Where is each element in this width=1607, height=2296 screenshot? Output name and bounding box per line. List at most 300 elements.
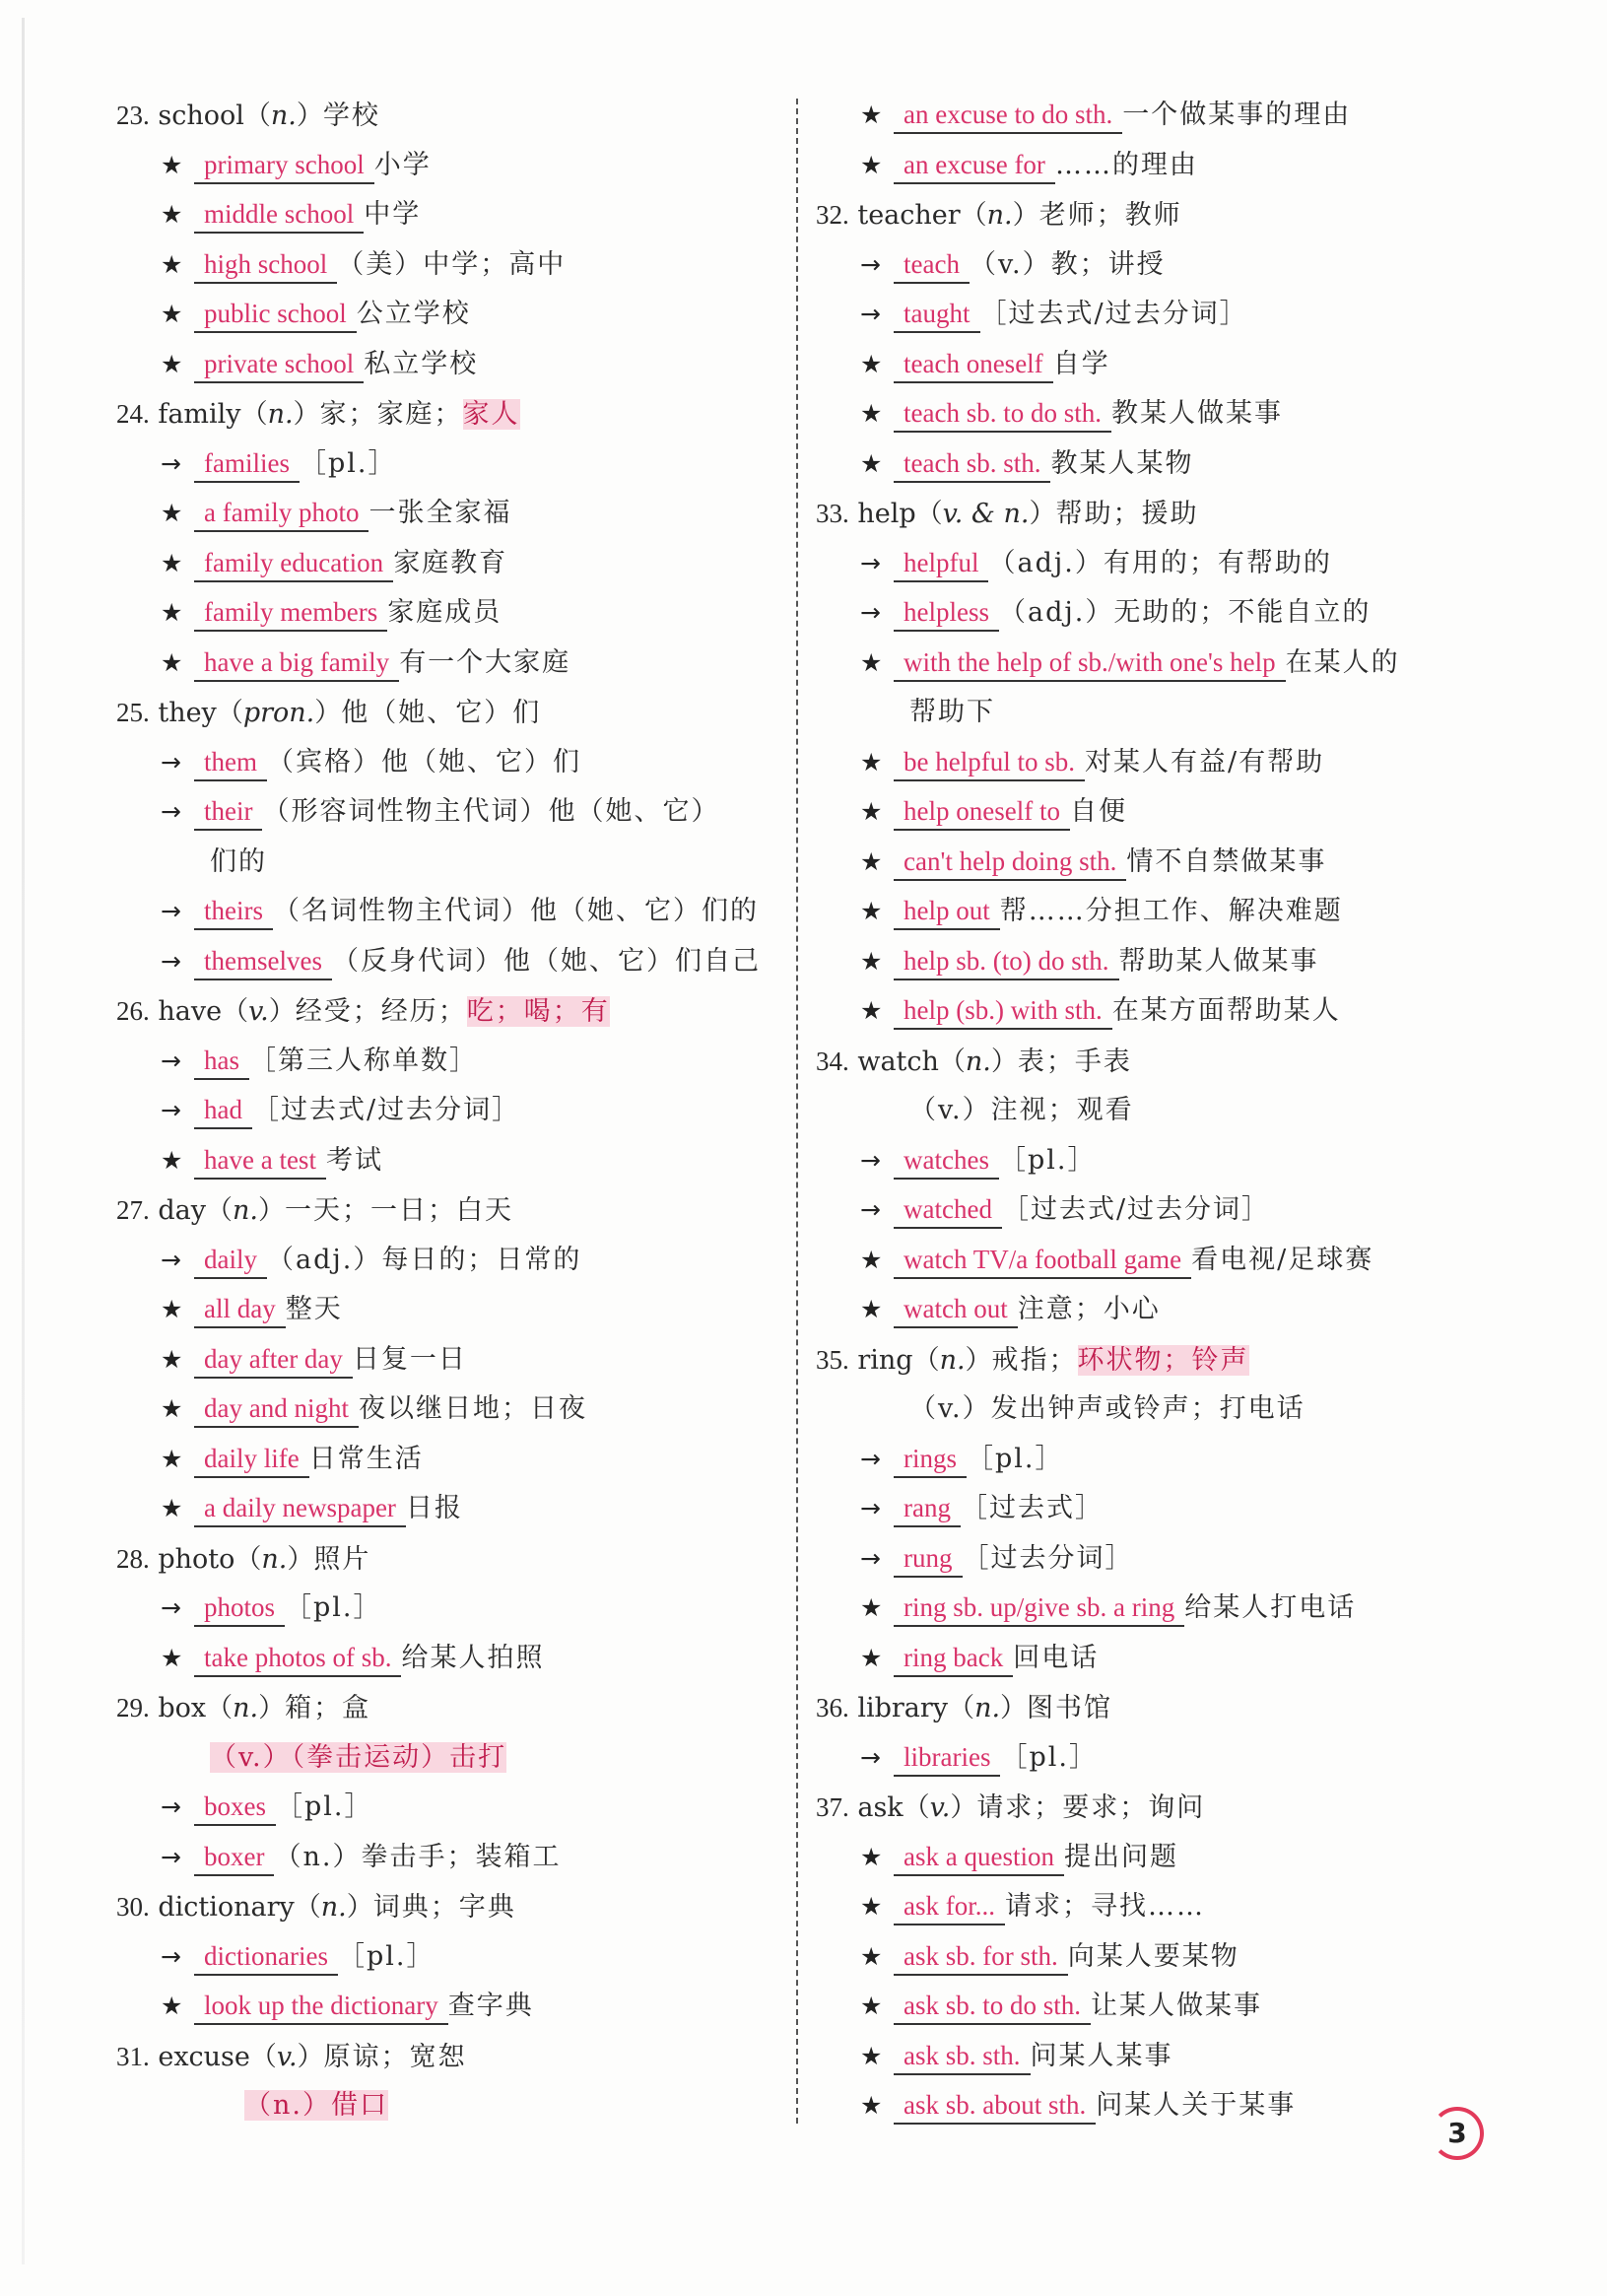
sub-meaning [816,1384,1525,1435]
entry-word: family [158,399,241,430]
answer-blank: family education [194,545,393,582]
item-meaning: 中学 [364,199,422,230]
entry-item [116,1484,786,1534]
part-of-speech: n. [939,1344,966,1376]
entry-item [816,787,1525,838]
entry-word: have [158,996,223,1027]
entry-item [116,240,786,291]
arrow-icon: → [161,1096,181,1124]
arrow-icon: → [860,300,881,328]
entry-item [816,1733,1525,1784]
star-icon: ★ [860,1892,883,1921]
answer-blank: have a test [194,1142,326,1180]
item-meaning: ［过去式］ [960,1493,1104,1523]
entry-item [816,240,1525,291]
entry-number: 35. [816,1344,849,1375]
arrow-icon: → [161,448,181,478]
arrow-icon: → [860,1145,881,1175]
item-meaning: 教某人做某事 [1110,398,1283,429]
answer-blank: has [194,1043,249,1080]
item-meaning: 一张全家福 [368,498,512,528]
star-icon: ★ [860,150,883,179]
sub-meaning [116,2081,786,2131]
answer-blank: theirs [194,893,273,930]
entry-item [816,1882,1525,1932]
arrow-icon: → [161,1941,181,1971]
right-column [816,91,1525,2131]
entry-item [116,1435,786,1485]
entry-item [116,141,786,191]
entry-item [816,1982,1525,2032]
answer-blank: day and night [194,1390,359,1428]
star-icon: ★ [161,1494,183,1522]
answer-blank: high school [194,246,337,284]
entry-item [816,639,1525,689]
entry-word: photo [158,1543,235,1575]
entry-heading: 30. dictionary（n.）词典；字典 [116,1892,516,1923]
highlighted-meaning: （v.）（拳击运动）击打 [210,1741,507,1773]
star-icon: ★ [860,1842,883,1871]
star-icon: ★ [860,2091,883,2120]
star-icon: ★ [860,349,883,378]
entry-word: dictionary [158,1892,295,1923]
answer-blank: ask sb. sth. [894,2038,1031,2075]
answer-blank: themselves [194,943,332,980]
star-icon: ★ [860,897,883,925]
star-icon: ★ [161,150,183,179]
answer-blank: look up the dictionary [194,1988,448,2025]
entry-heading: 26. have（v.）经受；经历；吃；喝；有 [116,996,610,1027]
star-icon: ★ [860,996,883,1025]
entry-heading: 31. excuse（v.）原谅；宽恕 [116,2041,467,2072]
entry-item [116,1584,786,1634]
left-column [116,91,786,2131]
answer-blank: had [194,1092,252,1129]
entry-meaning: 表；手表 [1017,1046,1132,1077]
entry-item [116,489,786,539]
entry-item [116,738,786,788]
entry-meaning: 图书馆 [1027,1693,1113,1723]
answer-blank: taught [894,296,980,333]
answer-blank: families [194,445,300,483]
item-meaning: ［pl.］ [299,447,397,479]
entry-item [116,937,786,987]
star-icon: ★ [860,399,883,428]
entry-item [816,738,1525,788]
entry-word: watch [857,1046,939,1077]
star-icon: ★ [860,1593,883,1622]
entry-item [116,1634,786,1684]
answer-blank: libraries [894,1739,1000,1777]
item-meaning: （adj.）无助的；不能自立的 [999,597,1372,628]
entry-meaning: 一天；一日；白天 [284,1195,513,1226]
answer-blank: private school [194,346,364,383]
entry-item [116,1236,786,1286]
star-icon: ★ [161,349,183,378]
answer-blank: help oneself to [894,793,1070,831]
entry-number: 33. [816,499,849,528]
item-meaning: 提出问题 [1063,1841,1178,1872]
item-meaning: 回电话 [1013,1642,1100,1673]
continued-text: 帮助下 [909,697,995,727]
answer-blank: an excuse for [894,147,1055,184]
entry-heading: 27. day（n.）一天；一日；白天 [116,1195,513,1226]
item-meaning: ［过去式/过去分词］ [1001,1194,1271,1225]
arrow-icon: → [860,548,881,577]
arrow-icon: → [860,598,881,627]
answer-blank: watch TV/a football game [894,1242,1191,1279]
entry-item [116,1384,786,1435]
entry-meaning: 经受；经历； [295,996,467,1027]
item-meaning: 请求；寻找…… [1004,1891,1205,1922]
entry-meaning: 帮助；援助 [1055,499,1199,529]
star-icon: ★ [860,797,883,826]
entry-number: 37. [816,1792,849,1822]
entry-item [116,1086,786,1136]
part-of-speech: n. [986,200,1013,231]
item-meaning: ［过去式/过去分词］ [251,1095,521,1125]
entry-heading: 35. ring（n.）戒指；环状物；铃声 [816,1344,1249,1376]
star-icon: ★ [161,548,183,577]
entry-item [816,588,1525,639]
entry-item [116,787,786,838]
star-icon: ★ [161,1643,183,1672]
item-meaning: 帮助某人做某事 [1118,945,1319,977]
star-icon: ★ [860,2041,883,2070]
star-icon: ★ [860,946,883,976]
entry-meaning: 戒指； [991,1344,1078,1376]
answer-blank: be helpful to sb. [894,744,1085,781]
answer-blank: helpless [894,594,999,632]
answer-blank: photos [194,1589,285,1627]
answer-blank: their [194,793,262,831]
continued-line [116,838,786,888]
answer-blank: dictionaries [194,1938,338,1976]
sub-meaning [116,1733,786,1784]
item-meaning: ［过去式/过去分词］ [979,299,1248,329]
answer-blank: help sb. (to) do sth. [894,943,1119,980]
entry-number: 29. [116,1693,150,1722]
item-meaning: 情不自禁做某事 [1126,845,1327,877]
star-icon: ★ [161,200,183,229]
item-meaning: ［pl.］ [276,1791,373,1822]
entry-number: 27. [116,1195,150,1225]
item-meaning: 让某人做某事 [1091,1991,1263,2021]
star-icon: ★ [860,1295,883,1323]
star-icon: ★ [161,598,183,627]
item-meaning: 在某人的 [1285,646,1400,678]
entry-word: excuse [158,2041,250,2072]
part-of-speech: n. [261,1543,288,1575]
item-meaning: 注意；小心 [1017,1294,1161,1324]
entry-item [116,539,786,589]
arrow-icon: → [161,1245,181,1274]
answer-blank: teach sb. sth. [894,445,1050,483]
arrow-icon: → [161,897,181,925]
star-icon: ★ [161,300,183,328]
star-icon: ★ [161,1992,183,2020]
answer-blank: family members [194,594,387,632]
entry-heading: 24. family（n.）家；家庭；家人 [116,399,520,430]
item-meaning: 小学 [373,149,432,180]
item-meaning: （v.）教；讲授 [969,248,1166,280]
entry-meaning: 原谅；宽恕 [323,2041,467,2072]
item-meaning: ［过去分词］ [962,1542,1134,1574]
answer-blank: rings [894,1441,967,1478]
entry-item [816,439,1525,490]
star-icon: ★ [860,101,883,129]
entry-number: 31. [116,2041,150,2071]
arrow-icon: → [161,797,181,826]
entry-word: teacher [857,200,961,231]
item-meaning: 向某人要某物 [1067,1940,1239,1972]
answer-blank: middle school [194,196,364,234]
entry-word: library [857,1693,949,1723]
item-meaning: ［pl.］ [998,1144,1097,1176]
entry-number: 24. [116,399,150,429]
entry-item [116,1037,786,1087]
entry-meaning: 词典；字典 [372,1892,516,1923]
entry-item [816,1285,1525,1335]
entry-heading: 25. they（pron.）他（她、它）们 [116,698,542,728]
arrow-icon: → [161,1842,181,1871]
star-icon: ★ [860,1941,883,1971]
item-meaning: 日复一日 [352,1343,467,1375]
entry-item [116,1136,786,1186]
star-icon: ★ [161,499,183,527]
answer-blank: ask sb. for sth. [894,1938,1068,1976]
part-of-speech: v. [248,996,269,1027]
entry-meaning: 老师；教师 [1038,200,1182,231]
entry-item [816,2081,1525,2131]
item-meaning: 家庭成员 [387,597,502,628]
entry-item [116,290,786,340]
entry-item [116,1932,786,1983]
entry-meaning: 学校 [322,101,380,131]
item-meaning: ［pl.］ [1000,1741,1098,1773]
arrow-icon: → [860,1494,881,1522]
answer-blank: primary school [194,147,374,184]
star-icon: ★ [860,1992,883,2020]
entry-item [116,340,786,390]
star-icon: ★ [860,448,883,478]
item-meaning: 公立学校 [356,299,471,329]
item-meaning: 日报 [405,1493,463,1523]
item-meaning: （反身代词）他（她、它）们自己 [331,945,761,977]
page-number: 3 [1431,2107,1484,2160]
entry-word: help [857,499,916,529]
entry-item [816,1634,1525,1684]
answer-blank: ask a question [894,1839,1064,1876]
entry-item [816,1484,1525,1534]
answer-blank: an excuse to do sth. [894,97,1122,134]
arrow-icon: → [860,1543,881,1573]
entry-meaning: 箱；盒 [285,1693,371,1723]
star-icon: ★ [860,647,883,677]
sub-meaning-text: （v.）发出钟声或铃声；打电话 [909,1393,1306,1424]
entry-heading: 28. photo（n.）照片 [116,1543,371,1575]
answer-blank: daily [194,1242,267,1279]
entry-meaning: 请求；要求；询问 [976,1792,1206,1823]
entry-item [816,2032,1525,2082]
arrow-icon: → [161,747,181,777]
entry-item [116,190,786,240]
entry-item [116,1285,786,1335]
item-meaning: （adj.）有用的；有帮助的 [988,547,1332,578]
highlighted-meaning: 吃；喝；有 [466,996,610,1027]
entry-word: they [158,698,217,728]
arrow-icon: → [161,1046,181,1075]
entry-heading: 33. help（v. & n.）帮助；援助 [816,499,1199,529]
star-icon: ★ [161,1295,183,1323]
answer-blank: rang [894,1490,961,1527]
answer-blank: boxer [194,1839,274,1876]
answer-blank: teach oneself [894,346,1053,383]
arrow-icon: → [860,1742,881,1772]
entry-item [816,1435,1525,1485]
entry-item [116,439,786,490]
entry-word: ask [857,1792,904,1823]
entry-number: 32. [816,200,849,230]
part-of-speech: n. [320,1892,347,1923]
arrow-icon: → [161,1593,181,1622]
answer-blank: ring back [894,1640,1013,1677]
star-icon: ★ [161,249,183,279]
answer-blank: day after day [194,1341,353,1379]
star-icon: ★ [161,1145,183,1175]
entry-item [816,1185,1525,1236]
entry-item [816,1236,1525,1286]
item-meaning: 看电视/足球赛 [1191,1244,1374,1275]
entry-item [816,887,1525,937]
sub-meaning [816,1086,1525,1136]
entry-item [116,639,786,689]
entry-meaning: 照片 [313,1543,371,1575]
answer-blank: them [194,744,267,781]
part-of-speech: n. [232,1195,258,1226]
entry-item [116,887,786,937]
entry-item [116,588,786,639]
part-of-speech: n. [974,1693,1001,1723]
item-meaning: 家庭教育 [393,547,508,578]
entry-heading: 23. school（n.）学校 [116,101,380,131]
item-meaning: 考试 [325,1144,383,1176]
sub-meaning-text: （v.）注视；观看 [909,1095,1134,1125]
answer-blank: have a big family [194,644,399,682]
item-meaning: 在某方面帮助某人 [1111,995,1341,1026]
entry-item [816,1932,1525,1983]
answer-blank: watch out [894,1291,1018,1328]
item-meaning: 对某人有益/有帮助 [1084,746,1325,777]
item-meaning: （n.）拳击手；装箱工 [274,1841,562,1872]
highlighted-meaning: 家人 [462,399,520,430]
arrow-icon: → [860,1195,881,1224]
item-meaning: 自便 [1069,796,1127,827]
part-of-speech: n. [233,1693,259,1723]
item-meaning: 私立学校 [364,348,479,379]
answer-blank: watched [894,1191,1002,1229]
item-meaning: 教某人某物 [1050,447,1194,479]
entry-heading: 36. library（n.）图书馆 [816,1693,1113,1723]
entry-item [816,1584,1525,1634]
item-meaning: （美）中学；高中 [337,248,567,280]
entry-item [816,290,1525,340]
entry-heading: 37. ask（v.）请求；要求；询问 [816,1792,1206,1823]
continued-line [816,688,1525,738]
entry-word: day [158,1195,206,1226]
entry-meaning: 他（她、它）们 [341,698,542,728]
answer-blank: can't help doing sth. [894,844,1126,881]
entry-item [816,937,1525,987]
star-icon: ★ [860,1643,883,1672]
entry-heading: 32. teacher（n.）老师；教师 [816,200,1182,231]
entry-item [116,1833,786,1883]
star-icon: ★ [860,846,883,876]
item-meaning: （adj.）每日的；日常的 [267,1244,582,1275]
star-icon: ★ [860,1245,883,1274]
star-icon: ★ [161,1344,183,1374]
item-meaning: 自学 [1052,348,1110,379]
entry-number: 30. [116,1892,150,1922]
star-icon: ★ [161,647,183,677]
part-of-speech: pron. [242,698,315,728]
item-meaning: 一个做某事的理由 [1122,100,1352,130]
entry-item [816,539,1525,589]
entry-number: 26. [116,996,150,1026]
entry-item [816,986,1525,1037]
answer-blank: helpful [894,545,988,582]
item-meaning: 整天 [285,1294,343,1324]
part-of-speech: v. [929,1792,951,1823]
item-meaning: （名词性物主代词）他（她、它）们的 [273,896,759,926]
entry-item [816,1833,1525,1883]
answer-blank: help out [894,893,1000,930]
answer-blank: watches [894,1142,999,1180]
entry-item [816,141,1525,191]
answer-blank: boxes [194,1789,276,1826]
item-meaning: ［第三人称单数］ [249,1045,478,1076]
entry-number: 36. [816,1693,849,1722]
answer-blank: a family photo [194,495,368,532]
answer-blank: rung [894,1540,963,1578]
part-of-speech: v. & n. [942,499,1030,529]
arrow-icon: → [860,249,881,279]
answer-blank: teach sb. to do sth. [894,395,1111,433]
part-of-speech: v. [276,2041,298,2072]
part-of-speech: n. [267,399,294,430]
entry-heading: 29. box（n.）箱；盒 [116,1693,371,1723]
item-meaning: 日常生活 [308,1443,424,1474]
page-edge [22,18,25,2264]
answer-blank: ask for... [894,1888,1005,1925]
arrow-icon: → [161,946,181,976]
star-icon: ★ [161,1394,183,1423]
item-meaning: ［pl.］ [285,1592,382,1623]
arrow-icon: → [860,1444,881,1473]
entry-item [816,340,1525,390]
answer-blank: help (sb.) with sth. [894,992,1112,1030]
answer-blank: public school [194,296,357,333]
entry-item [116,1982,786,2032]
item-meaning: 夜以继日地；日夜 [358,1393,587,1424]
continued-text: 们的 [210,845,267,877]
item-meaning: （宾格）他（她、它）们 [267,746,581,777]
part-of-speech: n. [965,1046,991,1077]
item-meaning: 给某人拍照 [401,1642,545,1673]
column-divider [796,99,798,2124]
item-meaning: ……的理由 [1054,149,1198,180]
entry-item [816,389,1525,439]
